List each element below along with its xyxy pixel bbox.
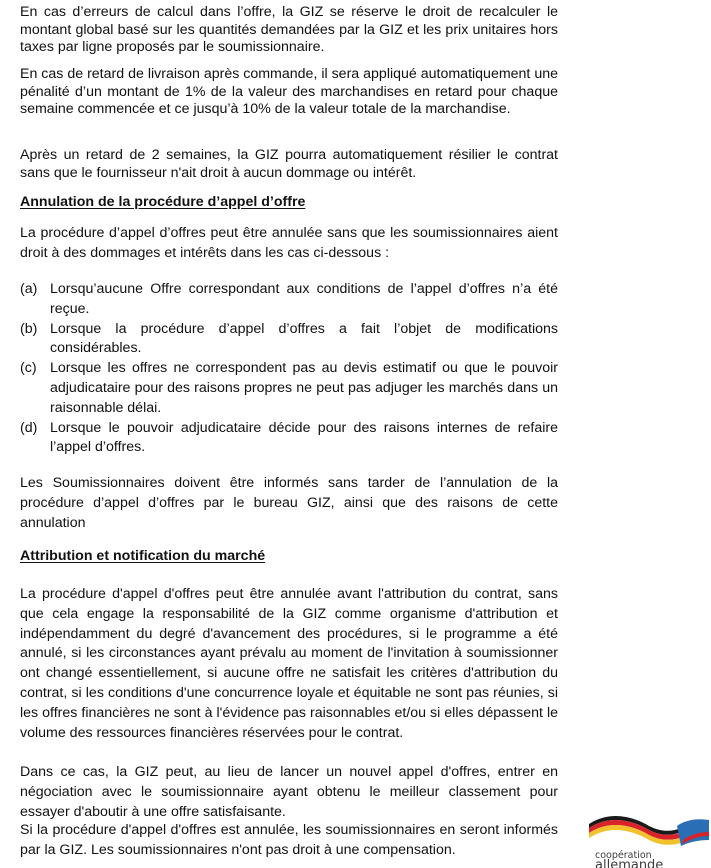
cooperation-allemande-logo bbox=[585, 810, 711, 868]
cancellation-heading: Annulation de la procédure d’appel d’offre bbox=[20, 194, 306, 210]
list-item bbox=[20, 419, 558, 459]
award-heading: Attribution et notification du marché bbox=[20, 548, 266, 564]
list-item-label: (b) bbox=[20, 320, 38, 337]
list-item bbox=[20, 320, 558, 360]
late-delivery-paragraph: En cas de retard de livraison après commande, il sera appliqué automatiquement une pénalité d’un montant de 1% de la valeur des marchandises en retard pour chaque semaine commencée et ce jusqu’à 10% de la valeur totale de la marchandise. bbox=[20, 66, 558, 117]
list-item-text: Lorsqu’aucune Offre correspondant aux conditions de l’appel d’offres n’a été reçue. bbox=[50, 281, 558, 317]
logo-line-2: allemande bbox=[595, 858, 664, 868]
list-item bbox=[20, 280, 558, 320]
award-paragraph-1: La procédure d'appel d'offres peut être annulée avant l'attribution du contrat, sans que cela engage la responsabilité de la GIZ comme organisme d'attribution et indépendamment du degré d'avancement des procédures, si le programme a été annulé, si les circonstances ayant prévalu au moment de l'invitation à soumissionner ont changé essentiellement, si aucune offre ne satisfait les critères d'attribution du contrat, si les conditions d'une concurrence loyale et équitable ne sont pas réunies, si les offres financières ne sont à l'évidence pas raisonnables et/ou si elles dépassent le volume des ressources financières réservées pour le contrat. bbox=[20, 586, 558, 741]
calc-errors-paragraph: En cas d’erreurs de calcul dans l’offre, la GIZ se réserve le droit de recalculer le montant global basé sur les quantités demandées par la GIZ et les prix unitaires hors taxes par ligne proposés par le soumissionnaire. bbox=[20, 4, 558, 55]
list-item-text: Lorsque la procédure d’appel d’offres a fait l’objet de modifications considérables. bbox=[50, 320, 558, 357]
cancellation-intro: La procédure d’appel d’offres peut être annulée sans que les soumissionnaires aient droit à des dommages et intérêts dans les cas ci-dessous : bbox=[20, 225, 558, 261]
termination-paragraph: Après un retard de 2 semaines, la GIZ pourra automatiquement résilier le contrat sans que le fournisseur n'ait droit à aucun dommage ou intérêt. bbox=[20, 147, 558, 181]
logo-line-1: coopération bbox=[595, 850, 652, 861]
award-paragraph-3: Si la procédure d'appel d'offres est annulée, les soumissionnaires en seront informés par la GIZ. Les soumissionnaires n'ont pas droit à une compensation. bbox=[20, 822, 558, 858]
list-item-label: (d) bbox=[20, 419, 38, 436]
list-item-text: Lorsque les offres ne correspondent pas au devis estimatif ou que le pouvoir adjudicataire pour des raisons propres ne peut pas adjuger les marchés dans un raisonnable délai. bbox=[50, 360, 558, 416]
cancellation-outro: Les Soumissionnaires doivent être informés sans tarder de l’annulation de la procédure d’appel d’offres par le bureau GIZ, ainsi que des raisons de cette annulation bbox=[20, 475, 558, 531]
list-item-label: (c) bbox=[20, 360, 37, 377]
flag-ribbon-icon bbox=[585, 810, 711, 854]
list-item-label: (a) bbox=[20, 281, 38, 297]
list-item-text: Lorsque le pouvoir adjudicataire décide pour des raisons internes de refaire l’appel d’offres. bbox=[50, 419, 558, 456]
list-item bbox=[20, 359, 558, 418]
award-paragraph-2: Dans ce cas, la GIZ peut, au lieu de lancer un nouvel appel d'offres, entrer en négociation avec le soumissionnaire ayant obtenu le meilleur classement pour essayer d'aboutir à une offre satisfaisante. bbox=[20, 764, 558, 820]
cancellation-list bbox=[20, 280, 558, 458]
